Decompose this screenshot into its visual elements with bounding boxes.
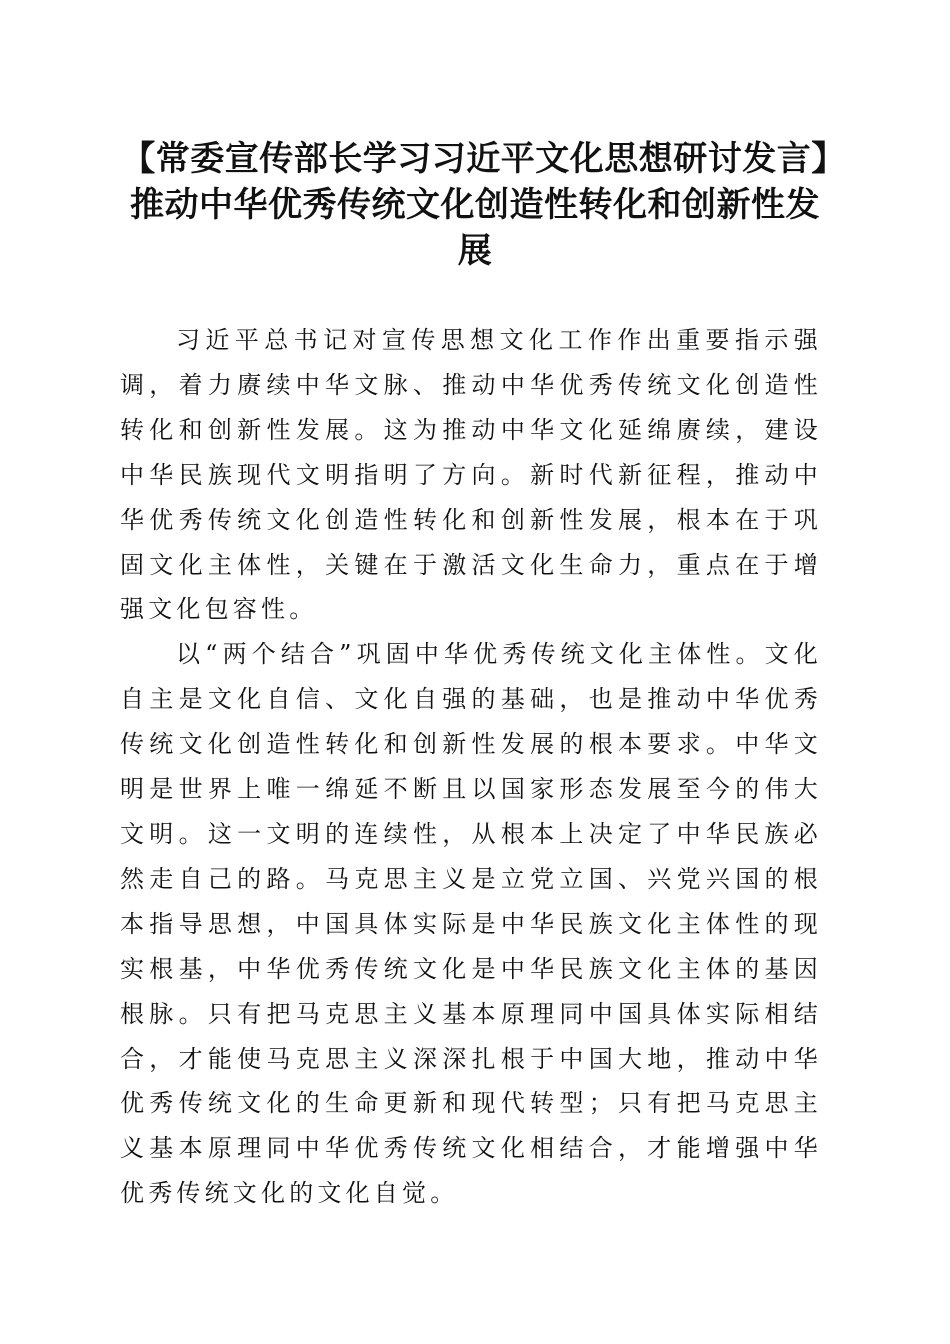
paragraph-2: 以“两个结合”巩固中华优秀传统文化主体性。文化自主是文化自信、文化自强的基础，也是推动中华优秀传统文化创造性转化和创新性发展的根本要求。中华文明是世界上唯一绵延不断且以国家形态发展至今的伟大文明。这一文明的连续性，从根本上决定了中华民族必然走自己的路。马克思主义是立党立国、兴党兴国的根本指导思想，中国具体实际是中华民族文化主体性的现实根基，中华优秀传统文化是中华民族文化主体的基因根脉。只有把马克思主义基本原理同中国具体实际相结合，才能使马克思主义深深扎根于中国大地，推动中华优秀传统文化的生命更新和现代转型；只有把马克思主义基本原理同中华优秀传统文化相结合，才能增强中华优秀传统文化的文化自觉。 [120, 640, 822, 1208]
document-body [120, 318, 822, 1216]
paragraph-1: 习近平总书记对宣传思想文化工作作出重要指示强调，着力赓续中华文脉、推动中华优秀传统文化创造性转化和创新性发展。这为推动中华文化延绵赓续，建设中华民族现代文明指明了方向。新时代新征程，推动中华优秀传统文化创造性转化和创新性发展，根本在于巩固文化主体性，关键在于激活文化生命力，重点在于增强文化包容性。 [120, 326, 822, 624]
document-title: 【常委宣传部长学习习近平文化思想研讨发言】推动中华优秀传统文化创造性转化和创新性发展 [121, 139, 829, 271]
